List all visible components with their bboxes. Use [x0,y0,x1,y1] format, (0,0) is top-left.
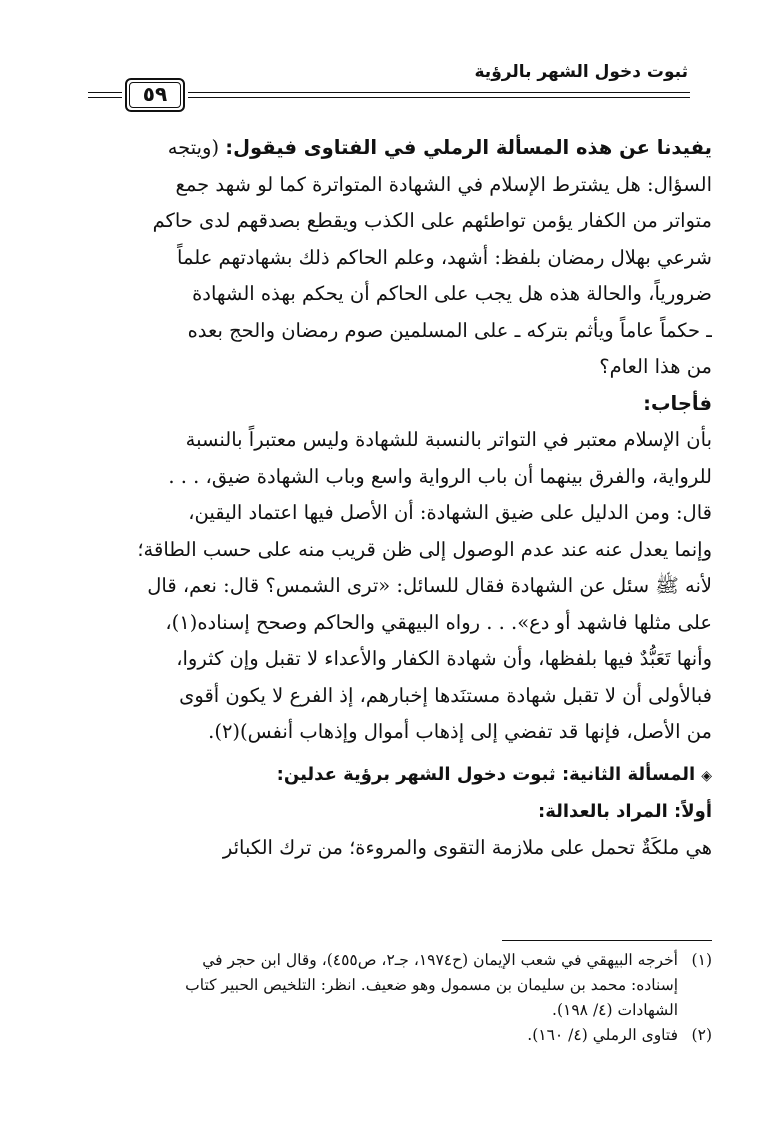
footnote-text: إسناده: محمد بن سليمان بن مسمول وهو ضعيف. انظر: التلخيص الحبير كتاب [185,976,678,994]
body-line [98,167,712,204]
body-line [98,714,712,751]
body-line [98,641,712,678]
footnote-line [98,973,712,998]
body-line [98,203,712,240]
bold-run: فأجاب: [643,391,712,415]
text-run: وإنما يعدل عنه عند عدم الوصول إلى ظن قريب منه على حسب الطاقة؛ [137,537,712,561]
text-run: فبالأولى أن لا تقبل شهادة مستنَدها إخبارهم، إذ الفرع لا يكون أقوى [179,683,712,707]
footnote-text: الشهادات (٤/ ١٩٨). [552,1001,678,1019]
footnote-text: فتاوى الرملي (٤/ ١٦٠). [527,1026,678,1044]
body-line [98,240,712,277]
footnote-separator [502,940,712,941]
body-line [98,130,712,167]
text-run: بأن الإسلام معتبر في التواتر بالنسبة للشهادة وليس معتبراً بالنسبة [185,428,712,451]
text-run: شرعي بهلال رمضان بلفظ: أشهد، وعلم الحاكم ذلك بشهادتهم علماً [177,245,712,269]
footnote-number: (١) [691,951,712,969]
footnotes [98,948,712,1048]
body-line [98,349,712,386]
header-rule [188,92,690,98]
body-line [98,605,712,642]
body-text [98,130,712,866]
body-line [98,568,712,605]
text-run: السؤال: هل يشترط الإسلام في الشهادة المتواترة كما لو شهد جمع [175,172,712,196]
footnote-number: (٢) [691,1026,712,1044]
footnote-line [98,1023,712,1048]
text-run: وأنها تَعَبُّدٌ فيها بلفظها، وأن شهادة الكفار والأعداء لا تقبل وإن كثروا، [176,647,712,670]
text-run: قال: ومن الدليل على ضيق الشهادة: أن الأصل فيها اعتماد اليقين، [188,501,712,524]
footnote-text: أخرجه البيهقي في شعب الإيمان (ح١٩٧٤، جـ٢، ص٤٥٥)، وقال ابن حجر في [202,951,678,969]
body-line [98,495,712,532]
body-line [98,422,712,459]
body-line [98,276,712,313]
footnote-line [98,998,712,1023]
body-line [98,313,712,350]
text-run: من الأصل، فإنها قد تفضي إلى إذهاب أموال وإذهاب أنفس)(٢). [208,720,712,743]
footnote-line [98,948,712,973]
text-run: لأنه ﷺ سئل عن الشهادة فقال للسائل: «ترى الشمس؟ قال: نعم، قال [147,574,712,597]
page-number: ٥٩ [142,82,168,106]
text-run: ـ حكماً عاماً ويأثم بتركه ـ على المسلمين صوم رمضان والحج بعده [187,318,712,342]
text-run: (ويتجه [167,136,226,159]
bold-run: يفيدنا عن هذه المسألة الرملي في الفتاوى فيقول: [225,136,712,159]
body-line [98,459,712,496]
page-number-badge [125,78,185,112]
text-run: على مثلها فاشهد أو دع». . . رواه البيهقي والحاكم وصحح إسناده(١)، [165,610,712,634]
text-run: ضرورياً، والحالة هذه هل يجب على الحاكم أن يحكم بهذه الشهادة [192,282,712,305]
section-heading [98,757,712,794]
text-run: متواتر من الكفار يؤمن تواطئهم على الكذب ويقطع بصدقهم لدى حاكم [152,209,712,232]
text-run: من هذا العام؟ [599,355,712,378]
text-run: للرواية، والفرق بينهما أن باب الرواية واسع وباب الشهادة ضيق، . . . [168,464,712,488]
section-heading-text: المسألة الثانية: ثبوت دخول الشهر برؤية عدلين: [276,763,696,785]
body-line: هي ملكَةٌ تحمل على ملازمة التقوى والمروءة؛ من ترك الكبائر [222,835,712,859]
body-line [98,678,712,715]
subheading: أولاً: المراد بالعدالة: [538,800,712,822]
header-left-rule [88,92,122,98]
diamond-bullet-icon: ◈ [701,767,712,784]
running-title: ثبوت دخول الشهر بالرؤية [474,62,688,82]
body-line [98,532,712,569]
body-line [98,386,712,423]
